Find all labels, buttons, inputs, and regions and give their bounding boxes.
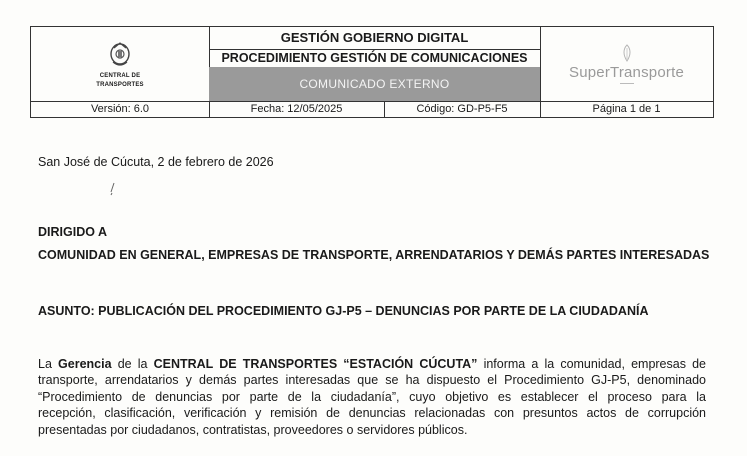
text-segment: de la: [111, 357, 154, 371]
supertransporte-emblem-icon: [620, 44, 634, 62]
asunto-line: ASUNTO: PUBLICACIÓN DEL PROCEDIMIENTO GJ-P5 – DENUNCIAS POR PARTE DE LA CIUDADANÍA: [38, 304, 649, 318]
text-segment: informa a la comunidad, empresas de: [477, 357, 706, 371]
paragraph-line-3: “Procedimiento de denuncias por parte de la ciudadanía”, cuyo objetivo es establecer el proceso para la: [38, 389, 706, 404]
paragraph-line-5: presentadas por ciudadanos, contratistas, proveedores o servidores públicos.: [38, 422, 468, 437]
header-title-3: COMUNICADO EXTERNO: [209, 67, 540, 101]
dirigido-label: DIRIGIDO A: [38, 225, 107, 239]
header-title-2: PROCEDIMIENTO GESTIÓN DE COMUNICACIONES: [221, 51, 528, 65]
version-cell: Versión: 6.0: [90, 103, 150, 115]
logo-caption-1: CENTRAL DE: [99, 73, 141, 79]
pen-mark-icon: [108, 182, 118, 196]
supertransporte-logo: [540, 27, 713, 101]
dirigido-value: COMUNIDAD EN GENERAL, EMPRESAS DE TRANSPORTE, ARRENDATARIOS Y DEMÁS PARTES INTERESADAS: [38, 248, 710, 262]
central-transportes-logo: [31, 27, 209, 101]
paragraph-line-1: [38, 356, 706, 372]
divider: [620, 83, 634, 84]
supertransporte-wordmark: SuperTransporte: [568, 64, 684, 81]
body-paragraph: [38, 356, 706, 438]
text-segment-bold: Gerencia: [58, 357, 112, 371]
header-title-1: GESTIÓN GOBIERNO DIGITAL: [280, 30, 469, 45]
text-segment-bold: CENTRAL DE TRANSPORTES “ESTACIÓN CÚCUTA”: [153, 357, 478, 371]
codigo-cell: Código: GD-P5-F5: [416, 103, 508, 115]
logo-caption-2: TRANSPORTES: [96, 82, 144, 88]
pagina-cell: Página 1 de 1: [592, 103, 661, 115]
place-date: San José de Cúcuta, 2 de febrero de 2026: [38, 155, 274, 169]
coat-of-arms-icon: [105, 40, 135, 70]
fecha-cell: Fecha: 12/05/2025: [250, 103, 343, 115]
paragraph-line-2: transporte, arrendatarios y demás partes interesadas que se ha dispuesto el Procedimiento GJ-P5, denominado: [38, 373, 706, 388]
paragraph-line-4: recepción, clasificación, verificación y remisión de denuncias relacionadas con presuntos actos de corrupción: [38, 406, 706, 421]
document-header-table: [30, 26, 714, 118]
text-segment: La: [38, 357, 59, 371]
